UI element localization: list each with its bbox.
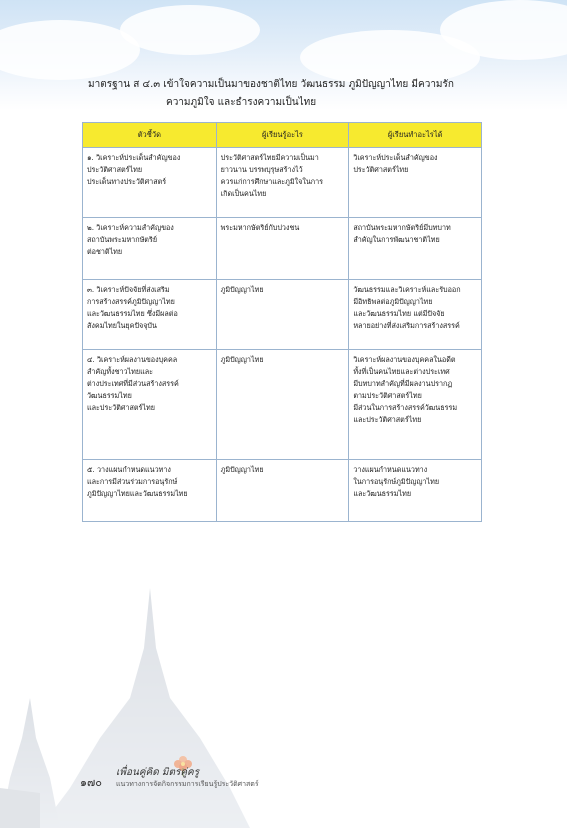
cell-line: มีบทบาทสำคัญที่มีผลงานปรากฏ (353, 379, 453, 388)
cell-line: ในการอนุรักษ์ภูมิปัญญาไทย (353, 477, 440, 486)
cell-line: ภูมิปัญญาไทยและวัฒนธรรมไทย (87, 489, 188, 498)
temple-silhouette (0, 588, 260, 828)
cell-line: ประวัติศาสตร์ไทยมีความเป็นมา (220, 153, 319, 162)
cell-line: และวัฒนธรรมไทย ซึ่งมีผลต่อ (87, 309, 178, 318)
cell-line: สำคัญทั้งชาวไทยและ (87, 367, 154, 376)
cell-line: ๕. วางแผนกำหนดแนวทาง (87, 465, 171, 474)
header-learn-what: ผู้เรียนรู้อะไร (216, 123, 349, 148)
table-row (83, 460, 482, 522)
cell-line: ต่างประเทศที่มีส่วนสร้างสรรค์ (87, 379, 179, 388)
footer-subtitle: แนวทางการจัดกิจกรรมการเรียนรู้ประวัติศาสตร์ (116, 780, 259, 788)
cell-line: ควรแก่การศึกษาและภูมิใจในการ (220, 177, 324, 186)
cell-learn-what (216, 148, 349, 218)
table-row (83, 218, 482, 280)
cell-line: และวัฒนธรรมไทย แต่มีปัจจัย (353, 309, 445, 318)
cell-indicator (83, 218, 217, 280)
cell-can-do (349, 350, 482, 460)
cell-can-do (349, 148, 482, 218)
cell-line: สถาบันพระมหากษัตริย์มีบทบาท (353, 223, 451, 232)
cell-line: ภูมิปัญญาไทย (220, 355, 264, 364)
cell-line: ภูมิปัญญาไทย (220, 285, 264, 294)
cell-line: และการมีส่วนร่วมการอนุรักษ์ (87, 477, 178, 486)
cell-line: มีส่วนในการสร้างสรรค์วัฒนธรรม (353, 403, 458, 412)
cell-line: ยาวนาน บรรพบุรุษสร้างไว้ (220, 165, 303, 174)
cell-line: สำคัญในการพัฒนาชาติไทย (353, 235, 440, 244)
cell-line: พระมหากษัตริย์กับปวงชน (220, 223, 300, 232)
cell-line: ประวัติศาสตร์ไทย (353, 165, 409, 174)
cell-line: วิเคราะห์ผลงานของบุคคลในอดีต (353, 355, 456, 364)
cell-learn-what (216, 350, 349, 460)
cell-indicator (83, 460, 217, 522)
heading-line-1: มาตรฐาน ส ๔.๓ เข้าใจความเป็นมาของชาติไทย วัฒนธรรม ภูมิปัญญาไทย มีความรัก (88, 79, 454, 90)
cell-line: การสร้างสรรค์ภูมิปัญญาไทย (87, 297, 175, 306)
header-can-do: ผู้เรียนทำอะไรได้ (349, 123, 482, 148)
cell-line: วางแผนกำหนดแนวทาง (353, 465, 428, 474)
indicator-table (82, 122, 482, 522)
table-row (83, 148, 482, 218)
cell-line: ประเด็นทางประวัติศาสตร์ (87, 177, 167, 186)
standard-heading (88, 76, 508, 112)
cell-learn-what (216, 218, 349, 280)
cell-line: ตามประวัติศาสตร์ไทย (353, 391, 422, 400)
cell-line: วัฒนธรรมไทย (87, 391, 132, 400)
heading-line-2: ความภูมิใจ และธำรงความเป็นไทย (166, 97, 317, 108)
cell-line: ประวัติศาสตร์ไทย (87, 165, 143, 174)
cell-line: ภูมิปัญญาไทย (220, 465, 264, 474)
cell-indicator (83, 350, 217, 460)
cell-line: และประวัติศาสตร์ไทย (87, 403, 155, 412)
cell-line: และวัฒนธรรมไทย (353, 489, 412, 498)
cell-line: ๓. วิเคราะห์ปัจจัยที่ส่งเสริม (87, 285, 170, 294)
table-row (83, 280, 482, 350)
cell-line: หลายอย่างที่ส่งเสริมการสร้างสรรค์ (353, 321, 460, 330)
cell-line: และประวัติศาสตร์ไทย (353, 415, 422, 424)
cell-line: สถาบันพระมหากษัตริย์ (87, 235, 158, 244)
cell-indicator (83, 148, 217, 218)
cell-line: วัฒนธรรมและวิเคราะห์และรับออก (353, 285, 461, 294)
cell-can-do (349, 460, 482, 522)
table-row (83, 350, 482, 460)
cell-line: ๑. วิเคราะห์ประเด็นสำคัญของ (87, 153, 181, 162)
cell-learn-what (216, 460, 349, 522)
cell-line: ๔. วิเคราะห์ผลงานของบุคคล (87, 355, 178, 364)
cell-line: มีอิทธิพลต่อภูมิปัญญาไทย (353, 297, 433, 306)
cell-indicator (83, 280, 217, 350)
cell-line: เกิดเป็นคนไทย (220, 189, 267, 198)
cell-line: ทั้งที่เป็นคนไทยและต่างประเทศ (353, 367, 450, 376)
footer-title: เพื่อนคู่คิด มิตรคู่ครู (116, 767, 200, 778)
cell-line: ๒. วิเคราะห์ความสำคัญของ (87, 223, 174, 232)
cell-line: ต่อชาติไทย (87, 247, 123, 256)
table-header-row (83, 123, 482, 148)
header-indicator: ตัวชี้วัด (83, 123, 217, 148)
cell-line: วิเคราะห์ประเด็นสำคัญของ (353, 153, 438, 162)
page-number: ๑๗๐ (80, 776, 102, 789)
cell-learn-what (216, 280, 349, 350)
cell-line: สังคมไทยในยุคปัจจุบัน (87, 321, 157, 330)
cell-can-do (349, 280, 482, 350)
cell-can-do (349, 218, 482, 280)
